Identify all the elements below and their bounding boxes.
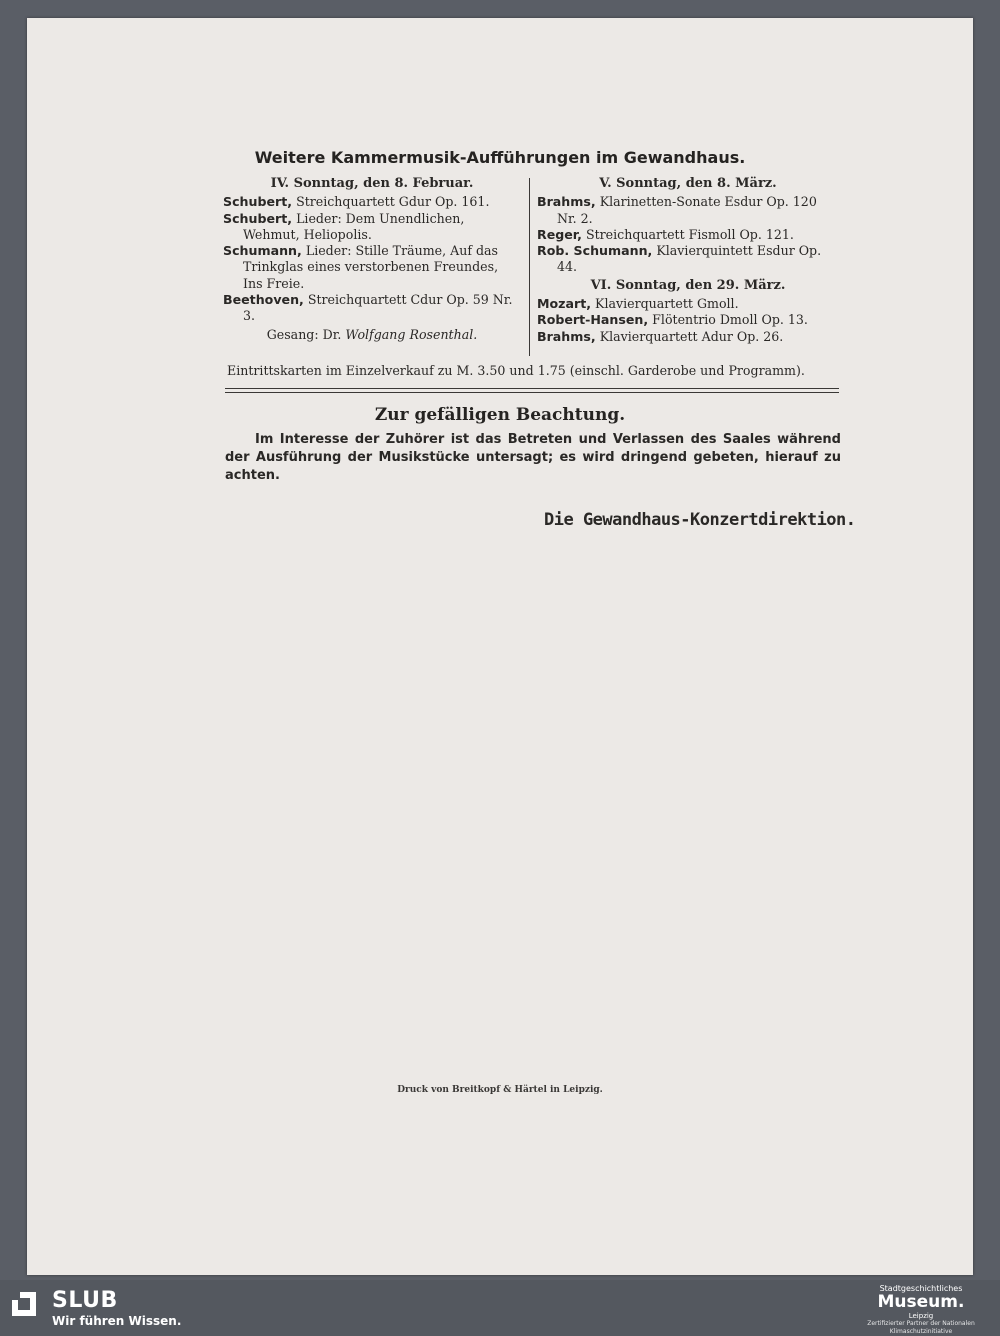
notice-title: Zur gefälligen Beachtung.	[374, 405, 626, 425]
program-entry: Rob. Schumann, Klavierquintett Esdur Op. 44.	[537, 243, 822, 275]
concert-iv-title: IV. Sonntag, den 8. Februar.	[270, 176, 474, 191]
footer-bar	[0, 1280, 1000, 1335]
left-column	[223, 176, 521, 343]
singer-credit: Gesang: Dr. Wolfgang Rosenthal.	[266, 326, 478, 342]
program-entry: Schumann, Lieder: Stille Träume, Auf das Trinkglas eines verstorbenen Freundes, Ins Freie.	[223, 243, 499, 291]
document-page	[27, 18, 973, 1275]
concert-vi-title: VI. Sonntag, den 29. März.	[590, 277, 786, 293]
right-column	[537, 176, 839, 345]
program-entry: Robert-Hansen, Flötentrio Dmoll Op. 13.	[537, 312, 808, 328]
admission-note: Eintrittskarten im Einzelverkauf zu M. 3.50 und 1.75 (einschl. Garderobe und Programm).	[227, 363, 805, 378]
museum-line2: Museum.	[877, 1292, 965, 1312]
program-entry: Beethoven, Streichquartett Cdur Op. 59 Nr. 3.	[223, 292, 513, 324]
slub-name[interactable]: SLUB	[52, 1288, 118, 1313]
concert-v-title: V. Sonntag, den 8. März.	[599, 176, 777, 191]
signature: Die Gewandhaus-Konzertdirektion.	[544, 510, 856, 530]
museum-line3: Leipzig	[908, 1312, 934, 1320]
program-entry: Reger, Streichquartett Fismoll Op. 121.	[537, 226, 794, 242]
slub-tagline: Wir führen Wissen.	[52, 1314, 182, 1328]
column-divider	[529, 178, 530, 356]
program-entry: Schubert, Streichquartett Gdur Op. 161.	[223, 194, 490, 210]
notice-body: Im Interesse der Zuhörer ist das Betreten und Verlassen des Saales während der Ausführung der Musikstücke untersagt; es wird dringend gebeten, hierauf zu achten.	[225, 432, 841, 483]
printer-imprint: Druck von Breitkopf & Härtel in Leipzig.	[397, 1085, 603, 1095]
program-entry: Mozart, Klavierquartett Gmoll.	[537, 296, 739, 312]
double-rule	[225, 388, 839, 393]
slub-logo-icon[interactable]	[12, 1292, 36, 1316]
main-heading: Weitere Kammermusik-Aufführungen im Gewandhaus.	[254, 148, 746, 167]
program-entry: Schubert, Lieder: Dem Unendlichen, Wehmut, Heliopolis.	[223, 210, 465, 242]
museum-line4: Zertifizierter Partner der Nationalen Klimaschutzinitiative	[867, 1320, 975, 1335]
museum-line1: Stadtgeschichtliches	[879, 1284, 963, 1293]
program-entry: Brahms, Klavierquartett Adur Op. 26.	[537, 328, 784, 344]
museum-logo[interactable]	[856, 1284, 986, 1336]
program-entry: Brahms, Klarinetten-Sonate Esdur Op. 120 Nr. 2.	[537, 194, 817, 226]
